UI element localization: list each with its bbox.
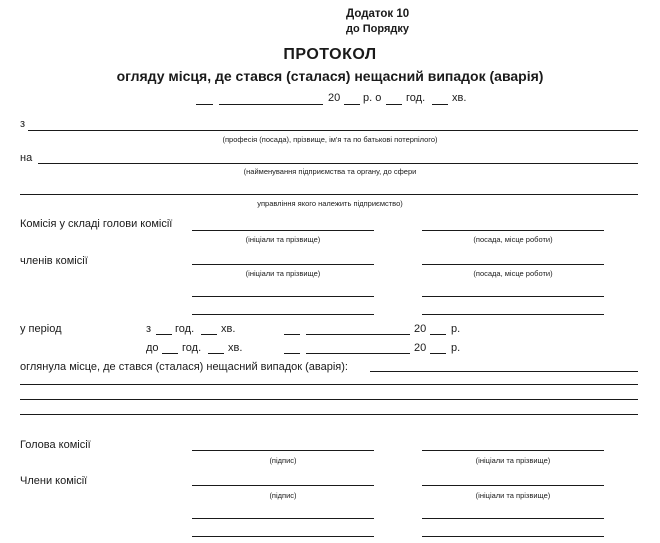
chair-signature-name-line[interactable]: [422, 450, 604, 451]
to-year-prefix: 20: [414, 342, 427, 354]
year-line[interactable]: [344, 104, 360, 105]
from-year-line[interactable]: [430, 334, 446, 335]
from-day-line[interactable]: [284, 334, 300, 335]
minute-line[interactable]: [432, 104, 448, 105]
page-title: ПРОТОКОЛ: [283, 46, 377, 63]
member-initials-caption: (ініціали та прізвище): [245, 269, 321, 278]
victim-line[interactable]: [28, 130, 638, 131]
from-year-suffix: р.: [451, 323, 461, 335]
chair-signature-caption: (підпис): [269, 456, 297, 465]
chair-position-line[interactable]: [422, 230, 604, 231]
date-hour-label: год.: [406, 92, 426, 104]
member-3-signature-name-line[interactable]: [422, 536, 604, 537]
to-month-line[interactable]: [306, 353, 410, 354]
members-signature-label: Члени комісії: [20, 475, 88, 487]
date-year-prefix: 20: [328, 92, 341, 104]
chair-signature-line[interactable]: [192, 450, 374, 451]
date-year-suffix: р. о: [363, 92, 382, 104]
inspected-line-3[interactable]: [20, 399, 638, 400]
member-2-signature-name-line[interactable]: [422, 518, 604, 519]
from-month-line[interactable]: [306, 334, 410, 335]
page-subtitle: огляду місця, де стався (сталася) нещасний випадок (аварія): [116, 68, 544, 84]
enterprise-caption: (найменування підприємства та органу, до сфери: [243, 167, 417, 176]
member-1-signature-line[interactable]: [192, 485, 374, 486]
to-day-line[interactable]: [284, 353, 300, 354]
period-from-label: з: [146, 323, 152, 335]
from-hour-label: год.: [175, 323, 195, 335]
month-line[interactable]: [219, 104, 323, 105]
chair-signature-label: Голова комісії: [20, 439, 91, 451]
inspected-line-1[interactable]: [370, 371, 638, 372]
date-minute-label: хв.: [452, 92, 467, 104]
from-minute-line[interactable]: [201, 334, 217, 335]
member-2-signature-line[interactable]: [192, 518, 374, 519]
day-line[interactable]: [196, 104, 213, 105]
to-year-suffix: р.: [451, 342, 461, 354]
to-hour-line[interactable]: [162, 353, 178, 354]
appendix-number: Додаток 10: [346, 8, 410, 20]
appendix-reference: до Порядку: [346, 23, 409, 35]
member-signature-initials-caption: (ініціали та прізвище): [475, 491, 551, 500]
period-to-label: до: [146, 342, 159, 354]
inspected-line-2[interactable]: [20, 384, 638, 385]
member-2-name-line[interactable]: [192, 296, 374, 297]
member-1-signature-name-line[interactable]: [422, 485, 604, 486]
chair-initials-caption: (ініціали та прізвище): [245, 235, 321, 244]
from-year-prefix: 20: [414, 323, 427, 335]
commission-members-label: членів комісії: [20, 255, 88, 267]
commission-chair-label: Комісія у складі голови комісії: [20, 218, 173, 230]
to-minute-label: хв.: [228, 342, 243, 354]
enterprise-prefix: на: [20, 152, 33, 164]
period-label: у період: [20, 323, 62, 335]
inspected-place-label: оглянула місце, де стався (сталася) нещасний випадок (аварія):: [20, 361, 348, 373]
member-3-position-line[interactable]: [422, 314, 604, 315]
member-position-caption: (посада, місце роботи): [473, 269, 553, 278]
victim-caption: (професія (посада), прізвище, ім'я та по батькові потерпілого): [222, 135, 438, 144]
to-hour-label: год.: [182, 342, 202, 354]
enterprise-line-2[interactable]: [20, 194, 638, 195]
member-2-position-line[interactable]: [422, 296, 604, 297]
member-1-position-line[interactable]: [422, 264, 604, 265]
victim-prefix: з: [20, 118, 26, 130]
member-1-name-line[interactable]: [192, 264, 374, 265]
enterprise-caption-2: управління якого належить підприємство): [257, 199, 403, 208]
member-3-signature-line[interactable]: [192, 536, 374, 537]
inspected-line-4[interactable]: [20, 414, 638, 415]
chair-name-line[interactable]: [192, 230, 374, 231]
chair-position-caption: (посада, місце роботи): [473, 235, 553, 244]
chair-signature-initials-caption: (ініціали та прізвище): [475, 456, 551, 465]
to-minute-line[interactable]: [208, 353, 224, 354]
to-year-line[interactable]: [430, 353, 446, 354]
member-3-name-line[interactable]: [192, 314, 374, 315]
enterprise-line[interactable]: [38, 163, 638, 164]
from-hour-line[interactable]: [156, 334, 172, 335]
member-signature-caption: (підпис): [269, 491, 297, 500]
from-minute-label: хв.: [221, 323, 236, 335]
hour-line[interactable]: [386, 104, 402, 105]
